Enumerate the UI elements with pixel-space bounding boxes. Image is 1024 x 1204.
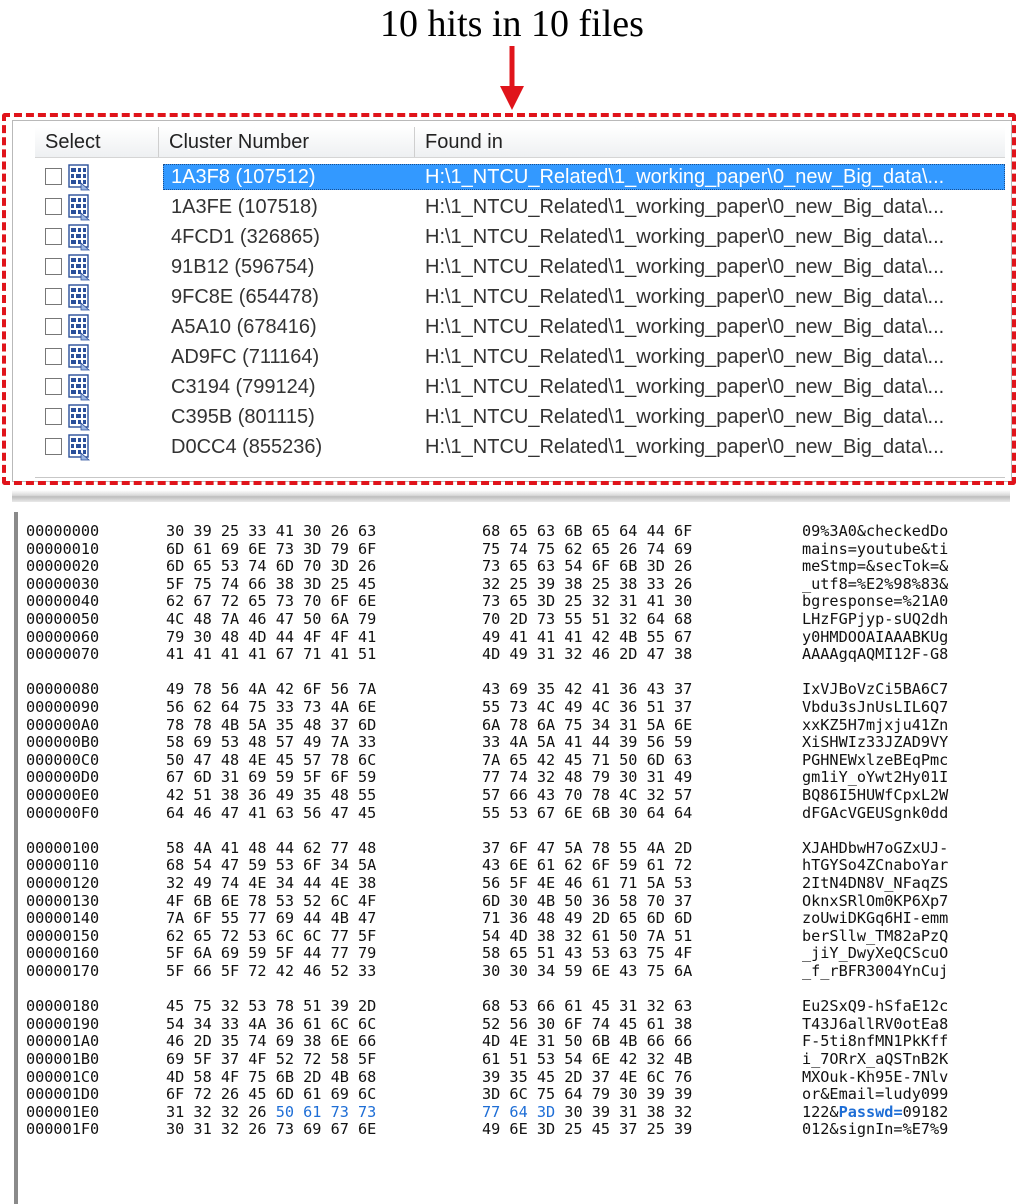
cluster-number: C3194 (799124)	[171, 376, 316, 398]
hex-bytes-low: 6F 72 26 45 6D 61 69 6C	[166, 1085, 377, 1104]
found-in-path: H:\1_NTCU_Related\1_working_paper\0_new_Big_data\...	[425, 196, 945, 218]
hex-bytes-low: 67 6D 31 69 59 5F 6F 59	[166, 768, 377, 787]
hex-bytes-high: 58 65 51 43 53 63 75 4F	[482, 944, 693, 963]
hex-bytes-high: 43 6E 61 62 6F 59 61 72	[482, 856, 693, 875]
found-in-path: H:\1_NTCU_Related\1_working_paper\0_new_Big_data\...	[425, 166, 945, 188]
hex-bytes-high: 71 36 48 49 2D 65 6D 6D	[482, 909, 693, 928]
hex-bytes-high: 56 5F 4E 46 61 71 5A 53	[482, 874, 693, 892]
ascii-plain: 09182	[902, 1102, 949, 1121]
hex-view-panel	[14, 512, 1010, 1204]
hex-offset: 000000E0	[26, 786, 100, 804]
hex-bytes-low: 58 4A 41 48 44 62 77 48	[166, 838, 377, 857]
ascii-keyword-passwd: Passwd=	[838, 1102, 903, 1121]
hex-ascii: LHzFGPjyp-sUQ2dh	[802, 610, 949, 628]
hex-ascii: zoUwiDKGq6HI-emm	[802, 909, 949, 928]
hex-bytes-low: 5F 6A 69 59 5F 44 77 79	[166, 944, 377, 963]
hex-bytes-low: 79 30 48 4D 44 4F 4F 41	[166, 627, 377, 646]
hex-offset: 00000180	[26, 997, 100, 1016]
hex-ascii: bgresponse=%21A0	[802, 592, 949, 611]
hex-bytes-high: 7A 65 42 45 71 50 6D 63	[482, 750, 693, 769]
hex-offset: 00000160	[26, 944, 100, 963]
column-header-cluster-number[interactable]: Cluster Number	[159, 127, 415, 157]
found-in-path: H:\1_NTCU_Related\1_working_paper\0_new_Big_data\...	[425, 406, 945, 428]
hex-bytes-low: 30 39 25 33 41 30 26 63	[166, 522, 377, 540]
hex-offset: 00000050	[26, 610, 100, 628]
panel-splitter[interactable]	[12, 490, 1010, 502]
found-in-path: H:\1_NTCU_Related\1_working_paper\0_new_Big_data\...	[425, 256, 945, 278]
hex-bytes-low: 41 41 41 41 67 71 41 51	[166, 645, 377, 664]
hex-bytes-high: 33 4A 5A 41 44 39 56 59	[482, 733, 693, 752]
hex-ascii: T43J6allRV0otEa8	[802, 1014, 949, 1033]
hex-ascii: meStmp=&secTok=&	[802, 557, 949, 576]
hex-bytes-high: 70 2D 73 55 51 32 64 68	[482, 610, 693, 628]
hex-bytes-low: 5F 75 74 66 38 3D 25 45	[166, 574, 377, 593]
hex-ascii: Eu2SxQ9-hSfaE12c	[802, 997, 949, 1016]
hex-offset: 00000150	[26, 926, 100, 945]
hex-bytes-high: 32 25 39 38 25 38 33 26	[482, 574, 693, 593]
caption: 10 hits in 10 files	[380, 3, 644, 45]
hex-offset: 000001E0	[26, 1102, 100, 1121]
hex-offset: 000000F0	[26, 803, 100, 822]
hex-bytes-low: 6D 61 69 6E 73 3D 79 6F	[166, 539, 377, 558]
hex-bytes-high: 4D 49 31 32 46 2D 47 38	[482, 645, 693, 664]
cluster-number: 4FCD1 (326865)	[171, 226, 320, 248]
hex-bytes-high: 61 51 53 54 6E 42 32 4B	[482, 1050, 693, 1068]
hex-bytes-high: 68 65 63 6B 65 64 44 6F	[482, 522, 693, 540]
hex-offset: 000000B0	[26, 733, 100, 752]
hex-offset: 00000040	[26, 592, 100, 611]
hex-bytes-high: 4D 4E 31 50 6B 4B 66 66	[482, 1032, 693, 1051]
hex-bytes-high: 55 53 67 6E 6B 30 64 64	[482, 803, 693, 822]
hex-ascii: 09%3A0&checkedDo	[802, 522, 949, 540]
hex-offset: 000000D0	[26, 768, 100, 787]
hex-bytes-high: 75 74 75 62 65 26 74 69	[482, 539, 693, 558]
hex-ascii: OknxSRlOm0KP6Xp7	[802, 891, 949, 910]
hex-offset: 000000C0	[26, 750, 100, 769]
ascii-plain: 122&	[802, 1102, 839, 1121]
hex-bytes-low: 7A 6F 55 77 69 44 4B 47	[166, 909, 377, 928]
cluster-number: C395B (801115)	[171, 406, 315, 428]
hex-offset: 00000170	[26, 962, 100, 980]
hex-bytes-low: 46 2D 35 74 69 38 6E 66	[166, 1032, 377, 1051]
hex-ascii: XiSHWIz33JZAD9VY	[802, 733, 949, 752]
cluster-number: D0CC4 (855236)	[171, 436, 323, 458]
hex-offset: 00000120	[26, 874, 100, 892]
found-in-path: H:\1_NTCU_Related\1_working_paper\0_new_Big_data\...	[425, 286, 945, 308]
hex-ascii: berSllw_TM82aPzQ	[802, 926, 949, 945]
hex-ascii: or&Email=ludy099	[802, 1085, 949, 1104]
hex-bytes-plain: 31 32 32 26	[166, 1102, 276, 1121]
found-in-path: H:\1_NTCU_Related\1_working_paper\0_new_Big_data\...	[425, 226, 945, 248]
hex-bytes-low: 4C 48 7A 46 47 50 6A 79	[166, 610, 377, 628]
hex-offset: 000001B0	[26, 1050, 100, 1068]
hex-bytes-high: 73 65 3D 25 32 31 41 30	[482, 592, 693, 611]
hex-bytes-low: 68 54 47 59 53 6F 34 5A	[166, 856, 377, 875]
column-header-found-in[interactable]: Found in	[425, 131, 503, 153]
hex-bytes-high: 3D 6C 75 64 79 30 39 39	[482, 1085, 693, 1104]
hex-bytes-low: 62 65 72 53 6C 6C 77 5F	[166, 926, 377, 945]
annotation-dashed-box	[2, 113, 1016, 485]
hex-bytes-high: 55 73 4C 49 4C 36 51 37	[482, 698, 693, 716]
hex-offset: 000001C0	[26, 1067, 100, 1086]
hex-ascii: XJAHDbwH7oGZxUJ-	[802, 838, 949, 857]
hex-bytes-low: 4D 58 4F 75 6B 2D 4B 68	[166, 1067, 377, 1086]
hex-bytes-high: 68 53 66 61 45 31 32 63	[482, 997, 693, 1016]
hex-offset: 00000060	[26, 627, 100, 646]
hex-bytes-low: 49 78 56 4A 42 6F 56 7A	[166, 680, 377, 699]
hex-offset: 000000A0	[26, 715, 100, 734]
hex-bytes-high: 37 6F 47 5A 78 55 4A 2D	[482, 838, 693, 857]
hex-bytes-high: 30 30 34 59 6E 43 75 6A	[482, 962, 693, 980]
hex-offset: 000001A0	[26, 1032, 100, 1051]
hex-bytes-high: 77 74 32 48 79 30 31 49	[482, 768, 693, 787]
hex-ascii	[802, 1103, 948, 1121]
hex-ascii: BQ86I5HUWfCpxL2W	[802, 786, 949, 804]
hex-offset: 00000030	[26, 574, 100, 593]
cluster-number: 9FC8E (654478)	[171, 286, 319, 308]
hex-bytes-high: 52 56 30 6F 74 45 61 38	[482, 1014, 693, 1033]
hex-offset: 00000130	[26, 891, 100, 910]
hex-bytes-high: 6D 30 4B 50 36 58 70 37	[482, 891, 693, 910]
hex-offset: 00000010	[26, 539, 100, 558]
hex-bytes-low: 62 67 72 65 73 70 6F 6E	[166, 592, 377, 611]
column-header-select[interactable]: Select	[35, 127, 159, 157]
cluster-number: 1A3F8 (107512)	[171, 166, 316, 188]
hex-ascii: 2ItN4DN8V_NFaqZS	[802, 874, 949, 892]
hex-offset: 00000080	[26, 680, 100, 699]
hex-offset: 00000110	[26, 856, 100, 875]
hex-bytes-low: 64 46 47 41 63 56 47 45	[166, 803, 377, 822]
hex-bytes-low: 69 5F 37 4F 52 72 58 5F	[166, 1050, 377, 1068]
hex-bytes-high: 73 65 63 54 6F 6B 3D 26	[482, 557, 693, 576]
hex-offset: 00000140	[26, 909, 100, 928]
hex-bytes-low: 78 78 4B 5A 35 48 37 6D	[166, 715, 377, 734]
hex-ascii: dFGAcVGEUSgnk0dd	[802, 803, 949, 822]
hex-bytes-high: 49 6E 3D 25 45 37 25 39	[482, 1120, 693, 1139]
hex-ascii: xxKZ5H7mjxju41Zn	[802, 715, 949, 734]
hex-offset: 00000190	[26, 1014, 100, 1033]
hex-bytes-high: 49 41 41 41 42 4B 55 67	[482, 627, 693, 646]
hex-ascii: _utf8=%E2%98%83&	[802, 574, 949, 593]
cluster-number: 91B12 (596754)	[171, 256, 315, 278]
hex-bytes-plain: 30 39 31 38 32	[555, 1102, 693, 1121]
hex-bytes-high: 43 69 35 42 41 36 43 37	[482, 680, 693, 699]
hex-ascii: F-5ti8nfMN1PkKff	[802, 1032, 949, 1051]
hex-bytes-low: 50 47 48 4E 45 57 78 6C	[166, 750, 377, 769]
hex-ascii: mains=youtube&ti	[802, 539, 949, 558]
hex-bytes-high: 54 4D 38 32 61 50 7A 51	[482, 926, 693, 945]
hex-bytes-low: 4F 6B 6E 78 53 52 6C 4F	[166, 891, 377, 910]
hex-bytes-high	[482, 1103, 692, 1121]
hex-ascii: PGHNEWxlzeBEqPmc	[802, 750, 949, 769]
hex-bytes-low	[166, 1103, 376, 1121]
hex-bytes-low: 45 75 32 53 78 51 39 2D	[166, 997, 377, 1016]
hex-bytes-low: 58 69 53 48 57 49 7A 33	[166, 733, 377, 752]
hex-ascii: _jiY_DwyXeQCScuO	[802, 944, 949, 963]
hex-bytes-highlight: 77 64 3D	[482, 1102, 556, 1121]
hex-ascii: AAAAgqAQMI12F-G8	[802, 645, 949, 664]
hex-bytes-low: 30 31 32 26 73 69 67 6E	[166, 1120, 377, 1139]
hex-ascii: 012&signIn=%E7%9	[802, 1120, 949, 1139]
cluster-number: AD9FC (711164)	[171, 346, 320, 368]
cluster-number: A5A10 (678416)	[171, 316, 317, 338]
hex-offset: 00000100	[26, 838, 100, 857]
hex-ascii: Vbdu3sJnUsLIL6Q7	[802, 698, 949, 716]
found-in-path: H:\1_NTCU_Related\1_working_paper\0_new_Big_data\...	[425, 316, 945, 338]
hex-ascii: hTGYSo4ZCnaboYar	[802, 856, 949, 875]
hex-ascii: i_7ORrX_aQSTnB2K	[802, 1050, 949, 1068]
hex-bytes-low: 6D 65 53 74 6D 70 3D 26	[166, 557, 377, 576]
hex-bytes-high: 6A 78 6A 75 34 31 5A 6E	[482, 715, 693, 734]
hex-bytes-low: 56 62 64 75 33 73 4A 6E	[166, 698, 377, 716]
hex-bytes-highlight: 50 61 73 73	[275, 1102, 377, 1121]
hex-bytes-high: 57 66 43 70 78 4C 32 57	[482, 786, 693, 804]
hex-offset: 000001F0	[26, 1120, 100, 1139]
hex-bytes-low: 5F 66 5F 72 42 46 52 33	[166, 962, 377, 980]
hex-ascii: IxVJBoVzCi5BA6C7	[802, 680, 949, 699]
arrow-down-icon	[496, 46, 528, 112]
hex-ascii: _f_rBFR3004YnCuj	[802, 962, 949, 980]
hex-bytes-low: 42 51 38 36 49 35 48 55	[166, 786, 377, 804]
hex-offset: 000001D0	[26, 1085, 100, 1104]
hex-ascii: MXOuk-Kh95E-7Nlv	[802, 1067, 949, 1086]
hex-bytes-low: 54 34 33 4A 36 61 6C 6C	[166, 1014, 377, 1033]
cluster-number: 1A3FE (107518)	[171, 196, 318, 218]
hex-offset: 00000070	[26, 645, 100, 664]
hex-bytes-high: 39 35 45 2D 37 4E 6C 76	[482, 1067, 693, 1086]
hex-ascii: y0HMDOOAIAAABKUg	[802, 627, 949, 646]
hex-offset: 00000020	[26, 557, 100, 576]
hex-bytes-low: 32 49 74 4E 34 44 4E 38	[166, 874, 377, 892]
found-in-path: H:\1_NTCU_Related\1_working_paper\0_new_Big_data\...	[425, 376, 945, 398]
hex-offset: 00000000	[26, 522, 100, 540]
found-in-path: H:\1_NTCU_Related\1_working_paper\0_new_Big_data\...	[425, 346, 945, 368]
hex-offset: 00000090	[26, 698, 100, 716]
found-in-path: H:\1_NTCU_Related\1_working_paper\0_new_Big_data\...	[425, 436, 945, 458]
hex-ascii: gm1iY_oYwt2Hy01I	[802, 768, 949, 787]
